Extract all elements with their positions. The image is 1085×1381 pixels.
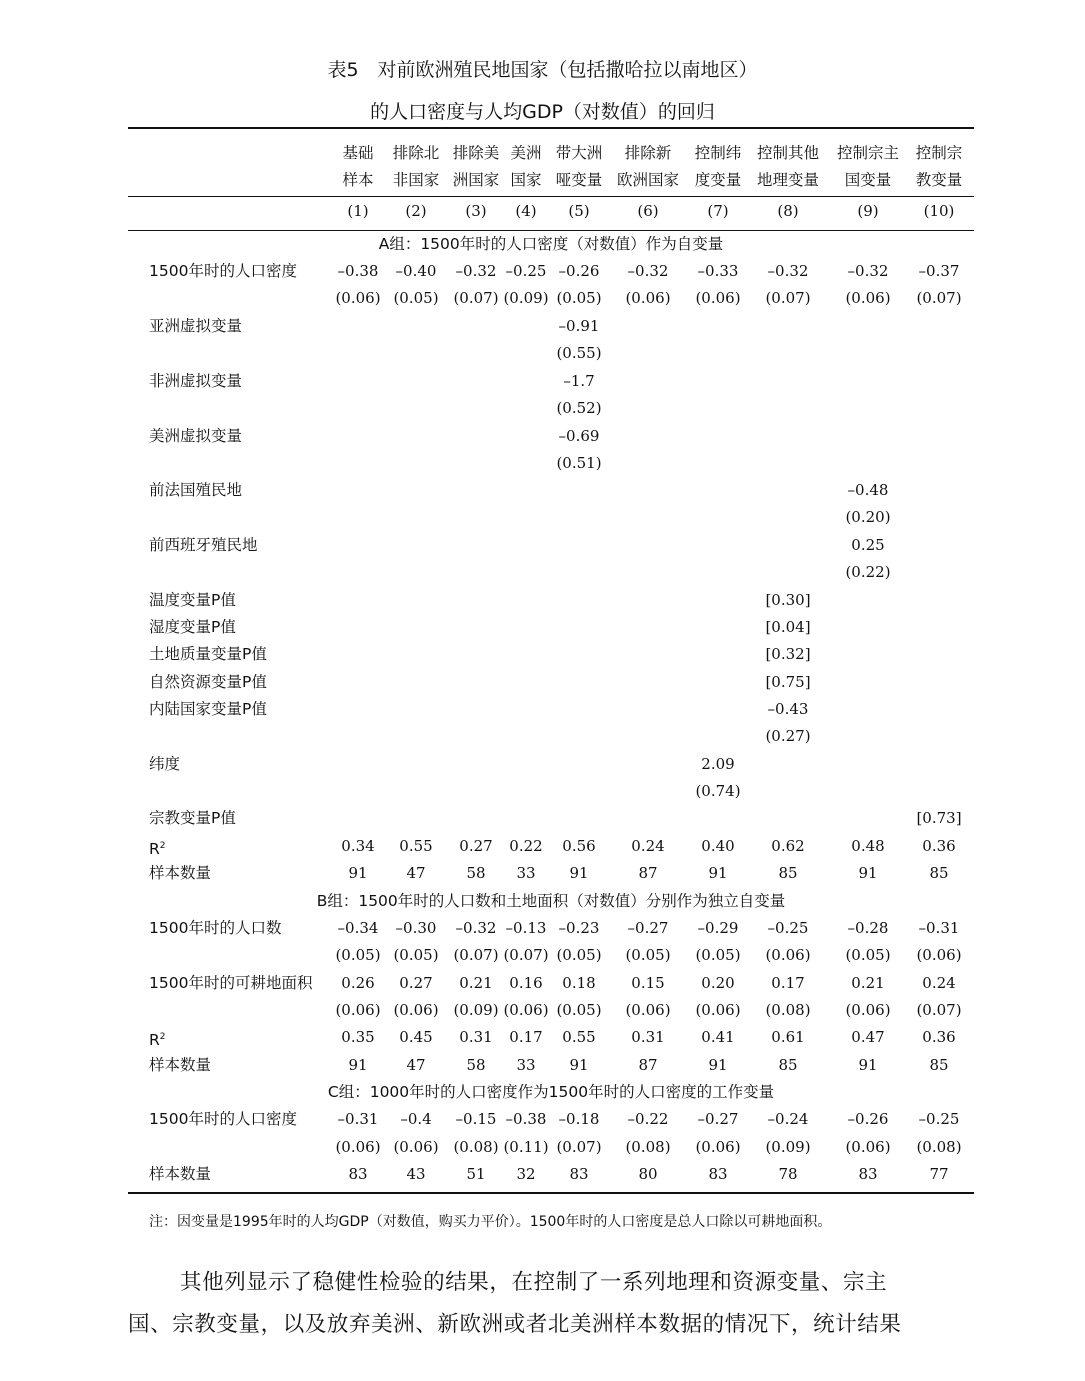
coefficient-cell: –0.13 [505,919,547,937]
std-error-cell: (0.08) [625,1138,671,1156]
coefficient-cell: –0.91 [558,317,600,335]
row-label-resource: 自然资源变量P值 [149,673,267,691]
table-title-line1: 表5 对前欧洲殖民地国家（包括撒哈拉以南地区） [327,59,758,81]
r2-cell: 0.34 [341,837,375,855]
coefficient-cell: –0.43 [767,700,809,718]
std-error-cell: (0.06) [695,1138,741,1156]
sample-size-cell: 83 [708,1165,728,1183]
r2-cell: 0.27 [459,837,493,855]
column-header-line1: 排除美 [452,144,500,162]
p-value-cell: [0.73] [916,809,962,827]
column-header-line2: 洲国家 [452,171,500,189]
std-error-cell: (0.08) [916,1138,962,1156]
sample-size-cell: 32 [516,1165,536,1183]
coefficient-cell: –0.23 [558,919,600,937]
p-value-cell: [0.75] [765,673,811,691]
sample-size-cell: 43 [406,1165,426,1183]
sample-size-cell: 91 [348,864,368,882]
coefficient-cell: –0.27 [697,1110,739,1128]
coefficient-cell: –0.29 [697,919,739,937]
sample-size-cell: 91 [708,864,728,882]
column-header-line2: 非国家 [392,171,440,189]
row-label-sample-size: 样本数量 [149,1056,212,1074]
column-number: (4) [515,202,537,220]
row-label-humid: 湿度变量P值 [149,618,236,636]
column-header-line2: 哑变量 [555,171,603,189]
coefficient-cell: –0.34 [337,919,379,937]
column-header [608,140,688,194]
coefficient-cell: 2.09 [701,755,735,773]
sample-size-cell: 87 [638,1056,658,1074]
std-error-cell: (0.05) [625,946,671,964]
column-header [678,140,758,194]
row-label-french: 前法国殖民地 [149,481,243,499]
r2-cell: 0.17 [509,1028,543,1046]
table-note: 注：因变量是1995年时的人均GDP（对数值，购买力平价）。1500年时的人口密度是总人口除以可耕地面积。 [149,1214,832,1230]
column-header-line1: 控制其他 [756,144,819,162]
column-number-rule [128,230,974,231]
row-label-b-land: 1500年时的可耕地面积 [149,974,313,992]
std-error-cell: (0.06) [625,289,671,307]
std-error-cell: (0.09) [453,1001,499,1019]
r2-cell: 0.31 [459,1028,493,1046]
sample-size-cell: 78 [778,1165,798,1183]
panel-a-heading: A组：1500年时的人口密度（对数值）作为自变量 [378,235,724,253]
column-header-line2: 教变量 [915,171,963,189]
sample-size-cell: 80 [638,1165,658,1183]
r2-letter: R [149,1031,160,1050]
std-error-cell: (0.06) [503,1001,549,1019]
std-error-cell: (0.06) [625,1001,671,1019]
column-number: (10) [923,202,955,220]
row-label-temp: 温度变量P值 [149,591,236,609]
std-error-cell: (0.06) [393,1001,439,1019]
coefficient-cell: –0.32 [767,262,809,280]
std-error-cell: (0.06) [393,1138,439,1156]
coefficient-cell: –0.24 [767,1110,809,1128]
std-error-cell: (0.52) [556,399,602,417]
column-header-line1: 控制宗 [915,144,963,162]
std-error-cell: (0.07) [556,1138,602,1156]
std-error-cell: (0.05) [393,946,439,964]
std-error-cell: (0.09) [765,1138,811,1156]
coefficient-cell: –0.27 [627,919,669,937]
column-header-line1: 控制宗主 [836,144,899,162]
row-label-asia: 亚洲虚拟变量 [149,317,243,335]
coefficient-cell: –0.25 [505,262,547,280]
column-header-line1: 美洲 [510,144,542,162]
column-header-line1: 带大洲 [555,144,603,162]
paragraph-line-1: 其他列显示了稳健性检验的结果，在控制了一系列地理和资源变量、宗主 [180,1270,888,1295]
std-error-cell: (0.55) [556,344,602,362]
coefficient-cell: –0.32 [455,262,497,280]
coefficient-cell: 0.21 [851,974,885,992]
r2-cell: 0.22 [509,837,543,855]
sample-size-cell: 33 [516,864,536,882]
r2-cell: 0.48 [851,837,885,855]
coefficient-cell: –0.25 [918,1110,960,1128]
std-error-cell: (0.05) [845,946,891,964]
coefficient-cell: –1.7 [563,372,595,390]
r2-cell: 0.62 [771,837,805,855]
column-number: (2) [405,202,427,220]
sample-size-cell: 91 [569,1056,589,1074]
r2-cell: 0.55 [562,1028,596,1046]
coefficient-cell: 0.17 [771,974,805,992]
r2-cell: 0.45 [399,1028,433,1046]
coefficient-cell: –0.4 [400,1110,432,1128]
column-header-line2: 度变量 [694,171,742,189]
std-error-cell: (0.07) [916,289,962,307]
sample-size-cell: 83 [569,1165,589,1183]
std-error-cell: (0.08) [765,1001,811,1019]
coefficient-cell: –0.32 [627,262,669,280]
coefficient-cell: –0.69 [558,427,600,445]
std-error-cell: (0.06) [695,289,741,307]
sample-size-cell: 85 [929,1056,949,1074]
paragraph-line-2: 国、宗教变量，以及放弃美洲、新欧洲或者北美洲样本数据的情况下，统计结果 [128,1312,902,1337]
std-error-cell: (0.06) [845,1001,891,1019]
std-error-cell: (0.06) [335,289,381,307]
r2-cell: 0.47 [851,1028,885,1046]
coefficient-cell: –0.32 [455,919,497,937]
row-label-latitude: 纬度 [149,755,181,773]
coefficient-cell: –0.22 [627,1110,669,1128]
row-label-soil: 土地质量变量P值 [149,645,267,663]
coefficient-cell: 0.21 [459,974,493,992]
std-error-cell: (0.05) [556,946,602,964]
p-value-cell: [0.32] [765,645,811,663]
std-error-cell: (0.06) [335,1138,381,1156]
std-error-cell: (0.05) [556,289,602,307]
sample-size-cell: 91 [569,864,589,882]
sample-size-cell: 91 [858,864,878,882]
std-error-cell: (0.06) [845,1138,891,1156]
column-number: (7) [707,202,729,220]
column-header [828,140,908,194]
sample-size-cell: 77 [929,1165,949,1183]
column-header [539,140,619,194]
column-header-line2: 地理变量 [756,171,819,189]
top-rule [128,127,974,129]
coefficient-cell: –0.38 [505,1110,547,1128]
sample-size-cell: 58 [466,1056,486,1074]
std-error-cell: (0.09) [503,289,549,307]
row-label-america: 美洲虚拟变量 [149,427,243,445]
p-value-cell: [0.30] [765,591,811,609]
sample-size-cell: 85 [778,1056,798,1074]
panel-c-heading: C组：1000年时的人口密度作为1500年时的人口密度的工作变量 [327,1083,775,1101]
r2-cell: 0.41 [701,1028,735,1046]
column-number: (1) [347,202,369,220]
r2-letter: R [149,840,160,859]
r2-cell: 0.61 [771,1028,805,1046]
column-header-line2: 国家 [510,171,542,189]
coefficient-cell: –0.31 [918,919,960,937]
column-header-line1: 控制纬 [694,144,742,162]
std-error-cell: (0.05) [393,289,439,307]
coefficient-cell: –0.31 [337,1110,379,1128]
std-error-cell: (0.51) [556,454,602,472]
coefficient-cell: –0.28 [847,919,889,937]
sample-size-cell: 85 [778,864,798,882]
std-error-cell: (0.07) [453,289,499,307]
row-label-sample-size: 样本数量 [149,864,212,882]
coefficient-cell: 0.18 [562,974,596,992]
std-error-cell: (0.07) [503,946,549,964]
std-error-cell: (0.05) [335,946,381,964]
column-header-line1: 排除新 [624,144,672,162]
std-error-cell: (0.06) [845,289,891,307]
sample-size-cell: 47 [406,864,426,882]
row-label-r2 [149,836,166,859]
panel-b-heading: B组：1500年时的人口数和土地面积（对数值）分别作为独立自变量 [316,892,786,910]
sample-size-cell: 51 [466,1165,486,1183]
coefficient-cell: –0.40 [395,262,437,280]
header-rule [128,196,974,197]
sample-size-cell: 91 [858,1056,878,1074]
std-error-cell: (0.27) [765,727,811,745]
std-error-cell: (0.20) [845,508,891,526]
row-label-b-pop: 1500年时的人口数 [149,919,282,937]
std-error-cell: (0.07) [453,946,499,964]
p-value-cell: [0.04] [765,618,811,636]
column-header-line2: 样本 [342,171,374,189]
coefficient-cell: –0.38 [337,262,379,280]
table-title-line2: 的人口密度与人均GDP（对数值）的回归 [370,101,715,123]
std-error-cell: (0.05) [556,1001,602,1019]
row-label-spanish: 前西班牙殖民地 [149,536,258,554]
std-error-cell: (0.06) [695,1001,741,1019]
std-error-cell: (0.06) [765,946,811,964]
coefficient-cell: –0.15 [455,1110,497,1128]
coefficient-cell: 0.15 [631,974,665,992]
r2-cell: 0.40 [701,837,735,855]
std-error-cell: (0.07) [916,1001,962,1019]
row-label-landlocked: 内陆国家变量P值 [149,700,267,718]
column-header-line1: 基础 [342,144,374,162]
std-error-cell: (0.07) [765,289,811,307]
row-label-africa: 非洲虚拟变量 [149,372,243,390]
row-label-c-density: 1500年时的人口密度 [149,1110,297,1128]
coefficient-cell: –0.30 [395,919,437,937]
row-label-religion: 宗教变量P值 [149,809,236,827]
sample-size-cell: 87 [638,864,658,882]
coefficient-cell: 0.24 [922,974,956,992]
coefficient-cell: 0.25 [851,536,885,554]
coefficient-cell: –0.26 [558,262,600,280]
r2-cell: 0.31 [631,1028,665,1046]
std-error-cell: (0.08) [453,1138,499,1156]
coefficient-cell: –0.18 [558,1110,600,1128]
std-error-cell: (0.06) [335,1001,381,1019]
column-number: (5) [568,202,590,220]
r2-cell: 0.56 [562,837,596,855]
coefficient-cell: 0.26 [341,974,375,992]
sample-size-cell: 47 [406,1056,426,1074]
row-label-r2 [149,1027,166,1050]
sample-size-cell: 91 [348,1056,368,1074]
column-header [748,140,828,194]
coefficient-cell: 0.16 [509,974,543,992]
r2-cell: 0.55 [399,837,433,855]
r2-superscript: 2 [159,1032,166,1042]
bottom-rule [128,1192,974,1194]
coefficient-cell: –0.25 [767,919,809,937]
r2-cell: 0.24 [631,837,665,855]
std-error-cell: (0.11) [503,1138,549,1156]
sample-size-cell: 85 [929,864,949,882]
sample-size-cell: 83 [348,1165,368,1183]
column-number: (3) [465,202,487,220]
coefficient-cell: –0.26 [847,1110,889,1128]
column-header-line2: 欧洲国家 [616,171,679,189]
std-error-cell: (0.74) [695,782,741,800]
std-error-cell: (0.06) [916,946,962,964]
coefficient-cell: –0.33 [697,262,739,280]
r2-superscript: 2 [159,841,166,851]
sample-size-cell: 58 [466,864,486,882]
coefficient-cell: –0.32 [847,262,889,280]
column-header-line1: 排除北 [392,144,440,162]
coefficient-cell: 0.20 [701,974,735,992]
r2-cell: 0.35 [341,1028,375,1046]
std-error-cell: (0.05) [695,946,741,964]
row-label-a-density: 1500年时的人口密度 [149,262,297,280]
column-number: (8) [777,202,799,220]
r2-cell: 0.36 [922,837,956,855]
row-label-sample-size: 样本数量 [149,1165,212,1183]
sample-size-cell: 33 [516,1056,536,1074]
column-header-line2: 国变量 [844,171,892,189]
r2-cell: 0.36 [922,1028,956,1046]
column-header [899,140,979,194]
coefficient-cell: 0.27 [399,974,433,992]
column-number: (9) [857,202,879,220]
sample-size-cell: 91 [708,1056,728,1074]
column-number: (6) [637,202,659,220]
std-error-cell: (0.22) [845,563,891,581]
sample-size-cell: 83 [858,1165,878,1183]
coefficient-cell: –0.48 [847,481,889,499]
coefficient-cell: –0.37 [918,262,960,280]
